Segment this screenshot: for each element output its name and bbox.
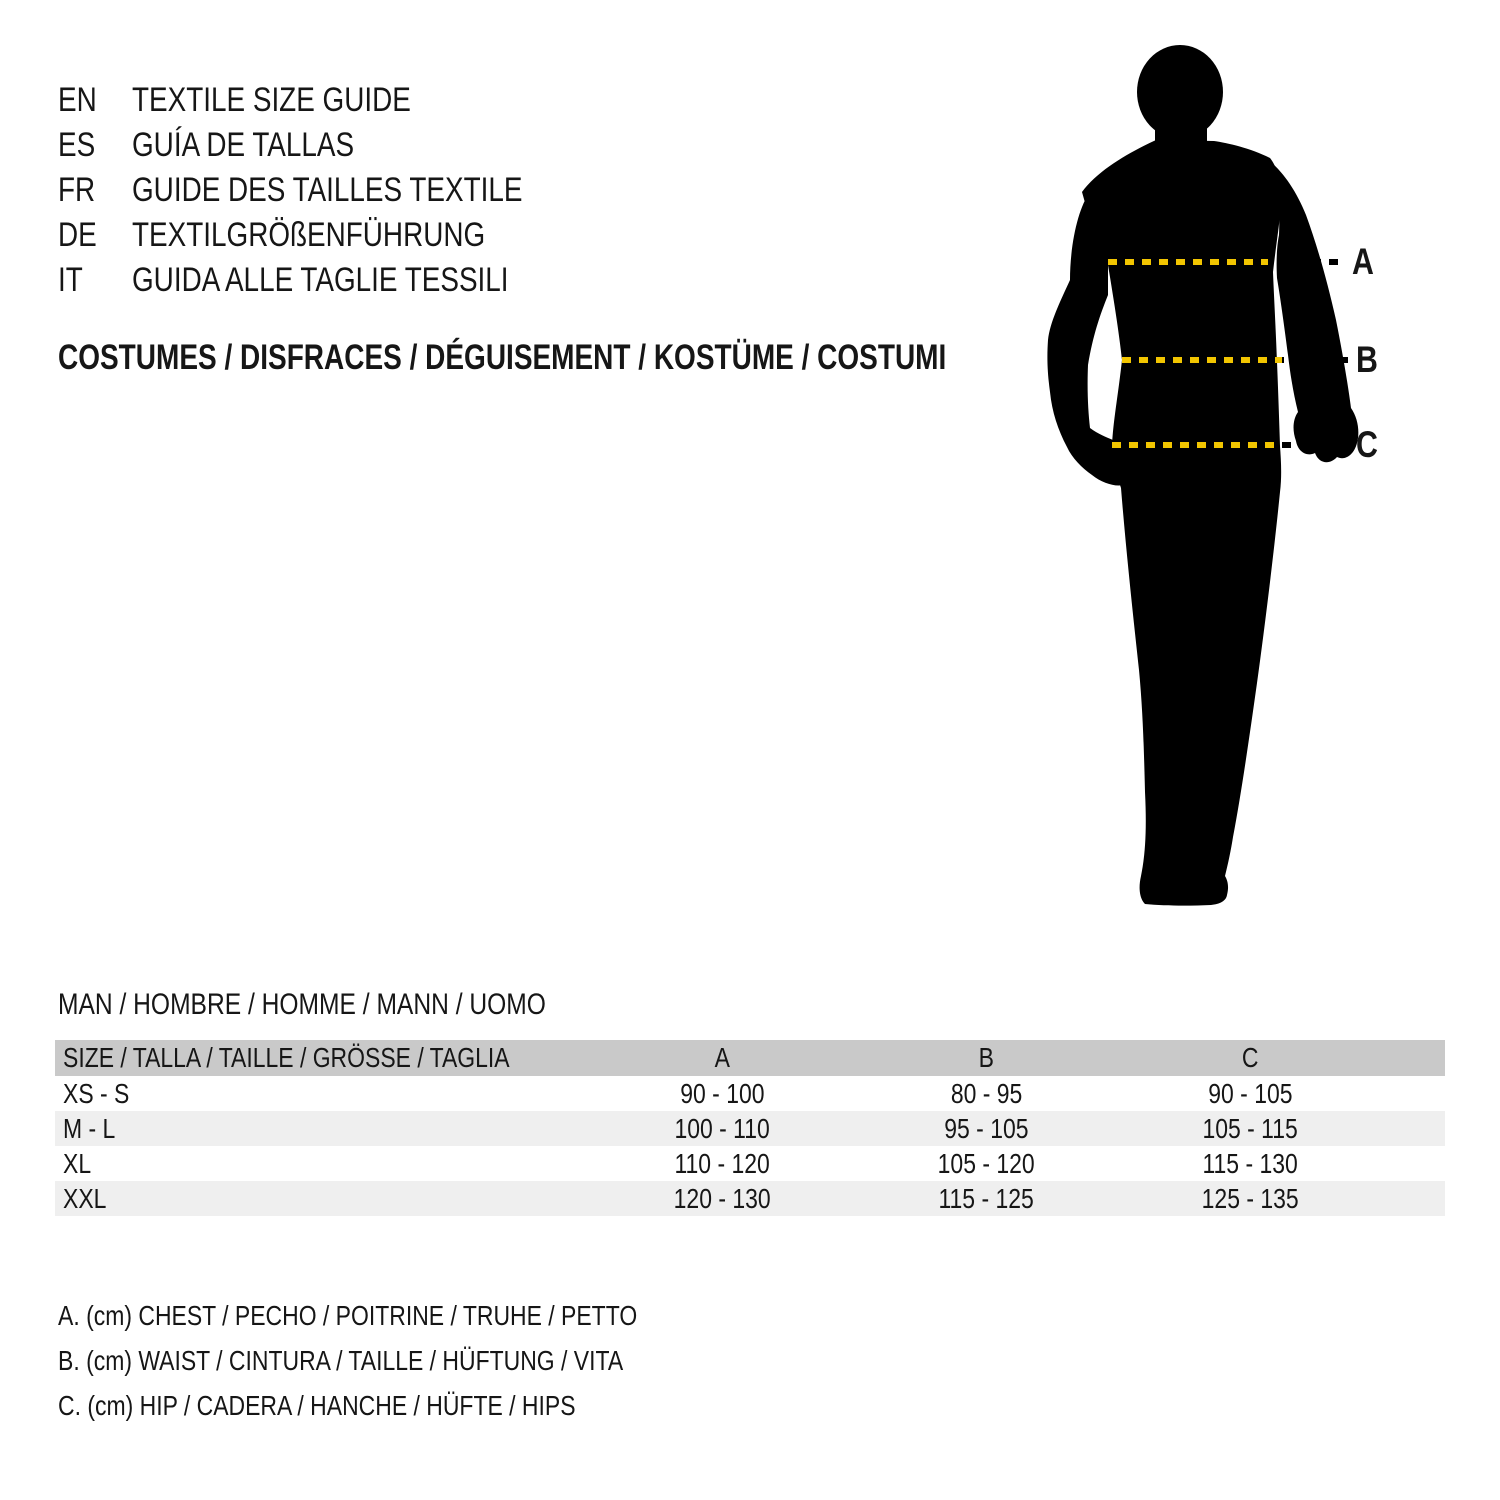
language-code: FR: [58, 171, 96, 209]
legend-key: B. (cm): [58, 1345, 132, 1376]
language-title: TEXTILGRÖßENFÜHRUNG: [132, 216, 486, 254]
chest-line-yellow-dashes: [1108, 259, 1268, 265]
silhouette-torso-legs: [1082, 140, 1281, 906]
size-table-col-a: A: [714, 1042, 730, 1073]
marker-label-b: B: [1356, 339, 1378, 380]
legend-row-hip: [58, 1383, 764, 1428]
table-row: [55, 1181, 1445, 1216]
value-c: 115 - 130: [1202, 1147, 1299, 1179]
value-b: 105 - 120: [937, 1147, 1035, 1179]
size-table-col-c: C: [1242, 1042, 1259, 1073]
language-title: GUÍA DE TALLAS: [132, 126, 355, 164]
value-b: 115 - 125: [938, 1182, 1034, 1214]
language-code: DE: [58, 216, 97, 254]
language-row: [58, 258, 758, 303]
size-table: [55, 1040, 1445, 1216]
language-code: ES: [58, 126, 96, 164]
silhouette-right-arm: [1266, 158, 1358, 462]
language-row: [58, 168, 758, 213]
value-a: 120 - 130: [673, 1182, 771, 1214]
value-b: 95 - 105: [944, 1112, 1029, 1144]
legend-key: A. (cm): [58, 1300, 132, 1331]
size-cell: XS - S: [63, 1077, 130, 1109]
size-table-spacer: [1382, 1040, 1445, 1076]
table-row: [55, 1076, 1445, 1111]
waist-line-yellow-dashes: [1122, 357, 1282, 363]
language-row: [58, 123, 758, 168]
language-title-block: [58, 78, 758, 303]
value-c: 125 - 135: [1201, 1182, 1299, 1214]
language-row: [58, 213, 758, 258]
legend-row-chest: [58, 1293, 764, 1338]
language-title: TEXTILE SIZE GUIDE: [132, 81, 411, 119]
language-title: GUIDE DES TAILLES TEXTILE: [132, 171, 523, 209]
size-cell: XXL: [63, 1182, 107, 1214]
size-table-col-b: B: [978, 1042, 994, 1073]
language-code: IT: [58, 261, 83, 299]
value-c: 105 - 115: [1202, 1112, 1299, 1144]
table-row: [55, 1146, 1445, 1181]
legend-key: C. (cm): [58, 1390, 134, 1421]
category-line-text: COSTUMES / DISFRACES / DÉGUISEMENT / KOSTÜME / COSTUMI: [58, 338, 947, 377]
value-c: 90 - 105: [1208, 1077, 1293, 1109]
table-row: [55, 1111, 1445, 1146]
value-a: 100 - 110: [674, 1112, 770, 1144]
hip-line-yellow-dashes: [1112, 442, 1282, 448]
legend-label: WAIST / CINTURA / TAILLE / HÜFTUNG / VITA: [138, 1345, 624, 1376]
size-cell: M - L: [63, 1112, 116, 1144]
legend-label: CHEST / PECHO / POITRINE / TRUHE / PETTO: [138, 1300, 638, 1331]
value-b: 80 - 95: [950, 1077, 1023, 1109]
value-a: 90 - 100: [680, 1077, 765, 1109]
value-a: 110 - 120: [674, 1147, 770, 1179]
language-code: EN: [58, 81, 97, 119]
language-title: GUIDA ALLE TAGLIE TESSILI: [132, 261, 509, 299]
legend-label: HIP / CADERA / HANCHE / HÜFTE / HIPS: [139, 1390, 576, 1421]
language-row: [58, 78, 758, 123]
marker-label-c: C: [1356, 424, 1378, 465]
section-heading-text: MAN / HOMBRE / HOMME / MANN / UOMO: [58, 988, 546, 1021]
size-table-header-row: [55, 1040, 1445, 1076]
measurement-legend: [58, 1293, 764, 1428]
size-table-header-label: SIZE / TALLA / TAILLE / GRÖSSE / TAGLIA: [63, 1042, 510, 1073]
man-silhouette: [1030, 40, 1360, 940]
section-heading-man: [58, 986, 653, 1024]
size-cell: XL: [63, 1147, 92, 1179]
marker-label-a: A: [1352, 241, 1374, 282]
legend-row-waist: [58, 1338, 764, 1383]
category-line: [58, 338, 1168, 378]
